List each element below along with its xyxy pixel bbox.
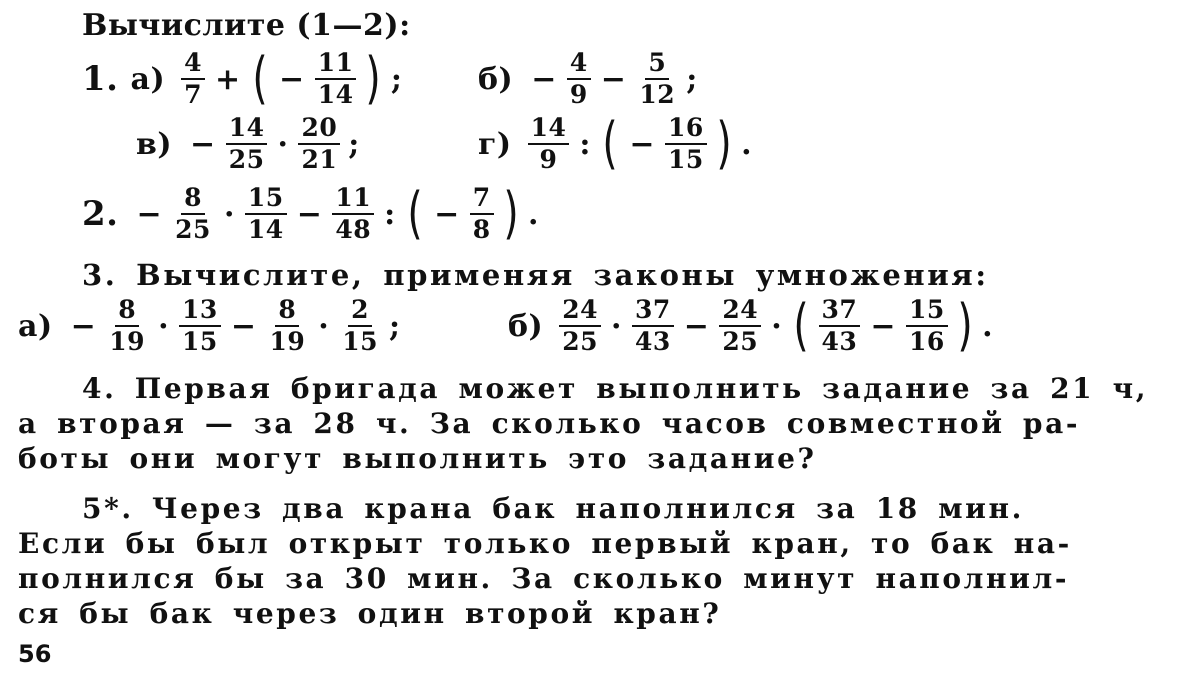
semicolon: ; bbox=[348, 126, 360, 162]
minus-sign: − bbox=[70, 308, 97, 344]
problem-1-row-2 bbox=[136, 115, 360, 174]
plus-sign: + bbox=[215, 61, 241, 97]
right-paren: ) bbox=[957, 293, 973, 359]
problem-3-item-b bbox=[508, 293, 994, 359]
dot-sign: · bbox=[771, 308, 783, 344]
problem-5-line-3: полнился бы за 30 мин. За сколько минут наполнил- bbox=[18, 562, 1070, 595]
right-paren: ) bbox=[716, 111, 732, 177]
minus-sign: − bbox=[870, 308, 896, 344]
section-heading bbox=[82, 8, 411, 43]
minus-sign: − bbox=[190, 126, 216, 162]
minus-sign: − bbox=[629, 126, 655, 162]
fraction: $\frac{11}{14}$ bbox=[315, 50, 357, 109]
minus-sign: − bbox=[531, 61, 557, 97]
right-paren: ) bbox=[365, 46, 382, 112]
fraction: $\frac{20}{21}$ bbox=[298, 115, 340, 174]
problem-4-line-1: 4. Первая бригада может выполнить задание за 21 ч, bbox=[82, 372, 1149, 405]
item-a-label: а) bbox=[130, 61, 166, 97]
fraction: $\frac{8}{25}$ bbox=[175, 183, 211, 245]
dot-sign: · bbox=[223, 196, 235, 232]
problem-3-item-a bbox=[18, 297, 401, 356]
problem-4-line-2: а вторая — за 28 ч. За сколько часов совместной ра- bbox=[18, 407, 1081, 440]
problem-1-row-1 bbox=[82, 46, 403, 112]
minus-sign: − bbox=[136, 196, 163, 232]
problem-5-line-4: ся бы бак через один второй кран? bbox=[18, 597, 722, 630]
fraction: $\frac{37}{43}$ bbox=[632, 297, 674, 356]
problem-1-item-b bbox=[478, 50, 698, 109]
item-a-label: а) bbox=[18, 308, 53, 344]
fraction: $\frac{8}{19}$ bbox=[109, 295, 146, 357]
fraction: $\frac{7}{8}$ bbox=[470, 185, 494, 244]
fraction: $\frac{5}{12}$ bbox=[639, 48, 676, 110]
minus-sign: − bbox=[296, 196, 323, 232]
left-paren: ( bbox=[252, 46, 268, 112]
heading-text: Вычислите (1—2): bbox=[82, 8, 411, 43]
colon-sign: : bbox=[384, 196, 396, 232]
item-b-label: б) bbox=[478, 61, 514, 97]
fraction: $\frac{4}{7}$ bbox=[181, 50, 205, 109]
problem-1-number: 1. bbox=[82, 59, 119, 100]
minus-sign: − bbox=[434, 196, 460, 232]
colon-sign: : bbox=[579, 126, 591, 162]
item-b-label: б) bbox=[508, 308, 544, 344]
fraction: $\frac{13}{15}$ bbox=[179, 297, 221, 356]
fraction: $\frac{15}{14}$ bbox=[245, 185, 287, 244]
item-g-label: г) bbox=[478, 126, 512, 162]
right-paren: ) bbox=[502, 181, 519, 247]
fraction: $\frac{37}{43}$ bbox=[819, 297, 861, 356]
fraction: $\frac{15}{16}$ bbox=[906, 297, 948, 356]
semicolon: ; bbox=[389, 308, 401, 344]
minus-sign: − bbox=[279, 61, 305, 97]
page-number: 56 bbox=[18, 640, 52, 668]
fraction: $\frac{14}{25}$ bbox=[226, 115, 268, 174]
minus-sign: − bbox=[600, 61, 627, 97]
fraction: $\frac{24}{25}$ bbox=[719, 297, 761, 356]
semicolon: ; bbox=[686, 61, 698, 97]
period: . bbox=[982, 308, 994, 344]
problem-5-line-2: Если бы был открыт только первый кран, то бак на- bbox=[18, 527, 1072, 560]
item-v-label: в) bbox=[136, 126, 173, 162]
dot-sign: · bbox=[277, 126, 289, 162]
fraction: $\frac{8}{19}$ bbox=[269, 295, 306, 357]
dot-sign: · bbox=[611, 308, 622, 344]
period: . bbox=[527, 196, 539, 232]
fraction: $\frac{11}{48}$ bbox=[332, 185, 374, 244]
problem-1-item-g bbox=[478, 111, 753, 177]
fraction: $\frac{24}{25}$ bbox=[559, 297, 601, 356]
left-paren: ( bbox=[793, 293, 810, 359]
fraction: $\frac{2}{15}$ bbox=[342, 295, 379, 357]
problem-4-line-3: боты они могут выполнить это задание? bbox=[18, 442, 817, 475]
dot-sign: · bbox=[158, 308, 170, 344]
fraction: $\frac{16}{15}$ bbox=[665, 115, 707, 174]
left-paren: ( bbox=[407, 181, 423, 247]
period: . bbox=[741, 126, 753, 162]
fraction: $\frac{14}{9}$ bbox=[528, 115, 570, 174]
problem-5-line-1: 5*. Через два крана бак наполнился за 18 мин. bbox=[82, 492, 1024, 525]
minus-sign: − bbox=[683, 308, 710, 344]
left-paren: ( bbox=[602, 111, 618, 177]
problem-2 bbox=[82, 181, 539, 247]
problem-3-heading: 3. Вычислите, применяя законы умножения: bbox=[82, 258, 989, 292]
problem-2-number: 2. bbox=[82, 194, 119, 235]
fraction: $\frac{4}{9}$ bbox=[567, 50, 591, 109]
dot-sign: · bbox=[318, 308, 330, 344]
minus-sign: − bbox=[230, 308, 257, 344]
semicolon: ; bbox=[390, 61, 403, 97]
